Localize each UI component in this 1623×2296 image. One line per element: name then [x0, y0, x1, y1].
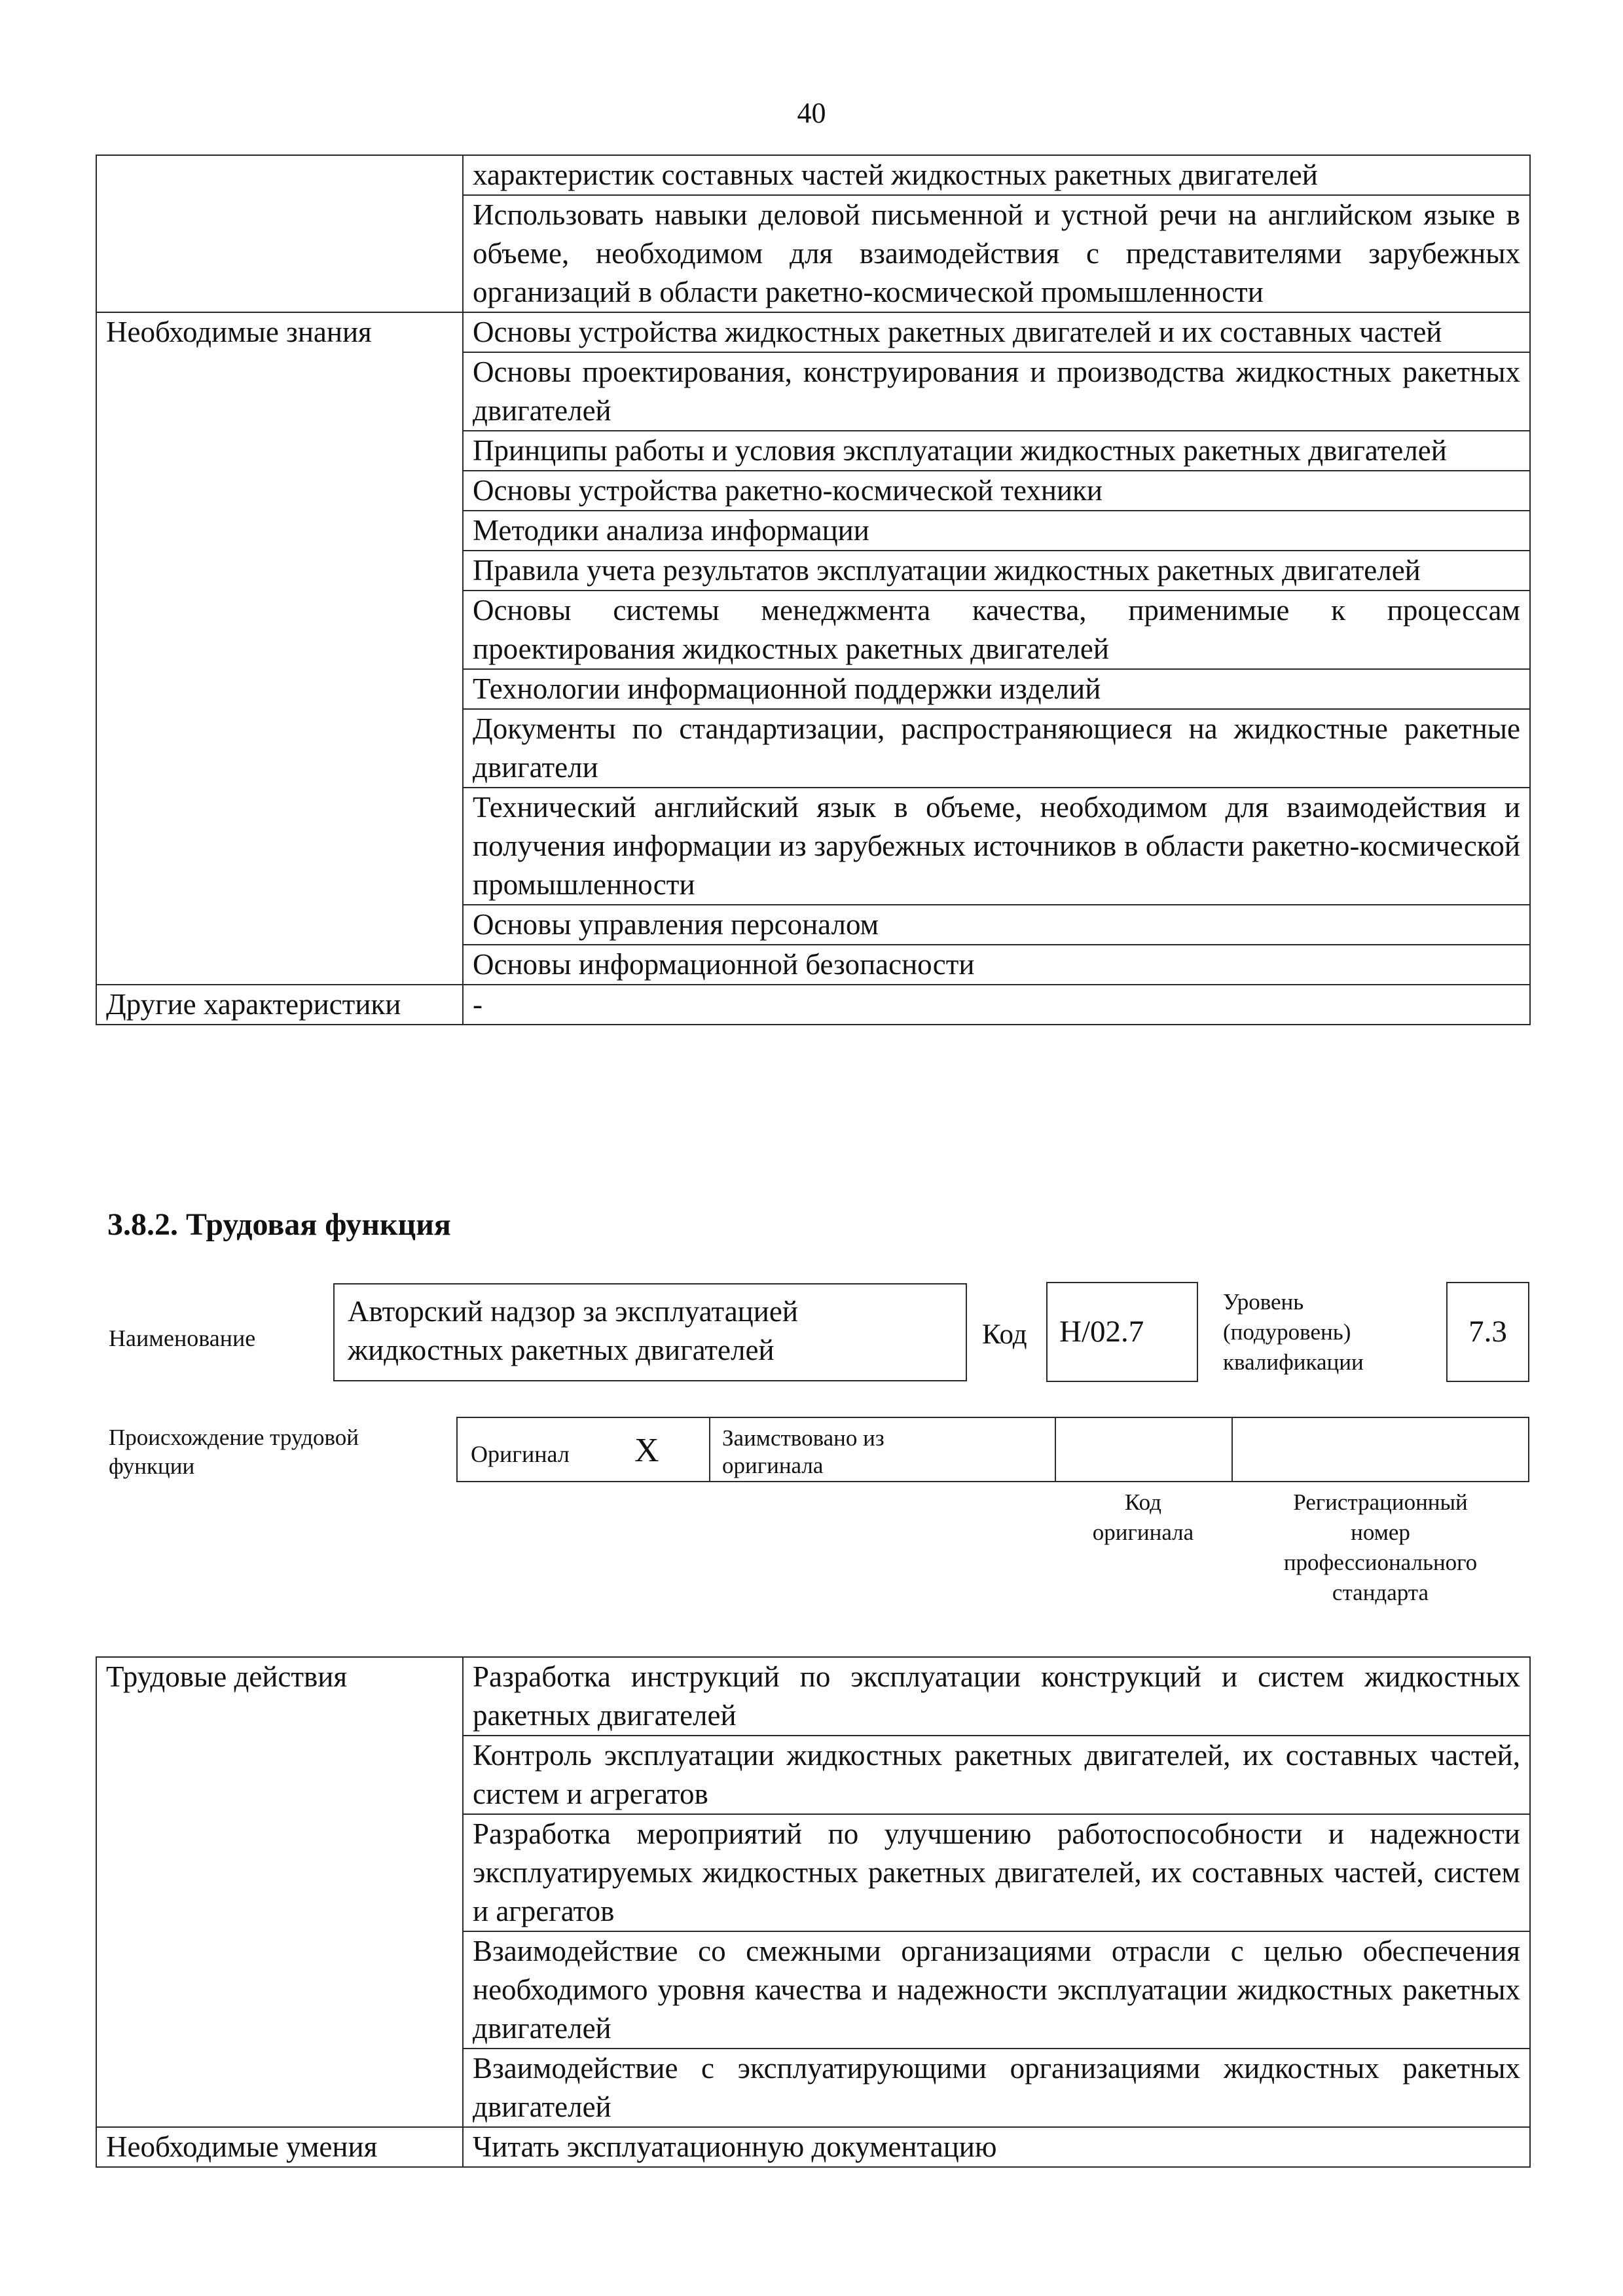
- table-bottom-body: [96, 1657, 1530, 2167]
- row-item: Основы проектирования, конструирования и производства жидкостных ракетных двигателей: [463, 352, 1530, 431]
- origin-row: [456, 1417, 1529, 1482]
- requirements-table-top: [96, 155, 1531, 1025]
- level-label-line: Уровень: [1223, 1289, 1304, 1315]
- origin-reg-cell: [1233, 1418, 1528, 1481]
- origin-label-line: Происхождение трудовой: [109, 1425, 359, 1450]
- row-label: Необходимые умения: [96, 2127, 463, 2167]
- row-item: Основы устройства ракетно-космической техники: [463, 471, 1530, 511]
- row-item: Основы управления персоналом: [463, 905, 1530, 945]
- table-row: [96, 2127, 1530, 2167]
- table-row: [96, 1657, 1530, 1736]
- original-label: Оригинал: [471, 1441, 570, 1467]
- row-item: Использовать навыки деловой письменной и устной речи на английском языке в объеме, необходимом для взаимодействия с представителями зарубежных организаций в области ракетно-космической промышленности: [463, 195, 1530, 312]
- row-item: Читать эксплуатационную документацию: [463, 2127, 1530, 2167]
- code-label: Код: [982, 1319, 1027, 1350]
- level-label-line: (подуровень): [1223, 1319, 1351, 1345]
- row-label: Другие характеристики: [96, 985, 463, 1025]
- origin-code-cell: [1056, 1418, 1233, 1481]
- row-item: Правила учета результатов эксплуатации жидкостных ракетных двигателей: [463, 551, 1530, 591]
- section-heading: 3.8.2. Трудовая функция: [107, 1207, 451, 1242]
- code-box: [1046, 1282, 1198, 1382]
- original-mark: X: [634, 1432, 659, 1469]
- origin-original-cell: [458, 1418, 710, 1481]
- level-box: [1446, 1282, 1529, 1382]
- name-box: [333, 1283, 967, 1381]
- row-item: характеристик составных частей жидкостных ракетных двигателей: [463, 155, 1530, 195]
- origin-borrowed-cell: [710, 1418, 1056, 1481]
- row-item: Документы по стандартизации, распространяющиеся на жидкостные ракетные двигатели: [463, 709, 1530, 788]
- table-row: [96, 985, 1530, 1025]
- borrowed-label-line: оригинала: [722, 1453, 824, 1478]
- row-item: -: [463, 985, 1530, 1025]
- row-item: Контроль эксплуатации жидкостных ракетных двигателей, их составных частей, систем и агрегатов: [463, 1736, 1530, 1814]
- requirements-table-bottom: [96, 1656, 1531, 2168]
- row-item: Взаимодействие с эксплуатирующими организациями жидкостных ракетных двигателей: [463, 2049, 1530, 2127]
- code-caption: [1055, 1487, 1231, 1548]
- row-item: Основы информационной безопасности: [463, 945, 1530, 985]
- name-value: Авторский надзор за эксплуатацией жидкостных ракетных двигателей: [348, 1295, 798, 1366]
- row-item: Методики анализа информации: [463, 511, 1530, 551]
- code-value: H/02.7: [1059, 1315, 1144, 1349]
- row-label: Необходимые знания: [96, 312, 463, 985]
- origin-label: [109, 1423, 359, 1481]
- reg-caption-line: стандарта: [1332, 1580, 1429, 1605]
- row-label: [96, 155, 463, 312]
- code-caption-line: оригинала: [1092, 1520, 1194, 1545]
- row-item: Взаимодействие со смежными организациями отрасли с целью обеспечения необходимого уровня качества и надежности эксплуатации жидкостных ракетных двигателей: [463, 1931, 1530, 2049]
- code-caption-line: Код: [1125, 1489, 1161, 1515]
- borrowed-label-line: Заимствовано из: [722, 1425, 884, 1451]
- row-item: Разработка мероприятий по улучшению работоспособности и надежности эксплуатируемых жидкостных ракетных двигателей, их составных частей, систем и агрегатов: [463, 1814, 1530, 1931]
- table-row: [96, 155, 1530, 195]
- reg-caption: [1231, 1487, 1529, 1608]
- row-item: Разработка инструкций по эксплуатации конструкций и систем жидкостных ракетных двигателей: [463, 1657, 1530, 1736]
- origin-label-line: функции: [109, 1453, 195, 1479]
- name-label: Наименование: [109, 1325, 256, 1351]
- level-label-line: квалификации: [1223, 1349, 1364, 1375]
- row-item: Основы устройства жидкостных ракетных двигателей и их составных частей: [463, 312, 1530, 352]
- borrowed-label: [722, 1425, 884, 1480]
- row-item: Принципы работы и условия эксплуатации жидкостных ракетных двигателей: [463, 431, 1530, 471]
- reg-caption-line: номер: [1351, 1520, 1410, 1545]
- reg-caption-line: Регистрационный: [1293, 1489, 1468, 1515]
- row-label: Трудовые действия: [96, 1657, 463, 2127]
- row-item: Технический английский язык в объеме, необходимом для взаимодействия и получения информации из зарубежных источников в области ракетно-космической промышленности: [463, 788, 1530, 905]
- row-item: Основы системы менеджмента качества, применимые к процессам проектирования жидкостных ракетных двигателей: [463, 591, 1530, 669]
- table-top-body: [96, 155, 1530, 1025]
- row-item: Технологии информационной поддержки изделий: [463, 669, 1530, 709]
- level-label: [1223, 1287, 1364, 1377]
- level-value: 7.3: [1468, 1315, 1507, 1349]
- table-row: [96, 312, 1530, 352]
- page-number: 40: [797, 97, 826, 129]
- reg-caption-line: профессионального: [1283, 1550, 1478, 1575]
